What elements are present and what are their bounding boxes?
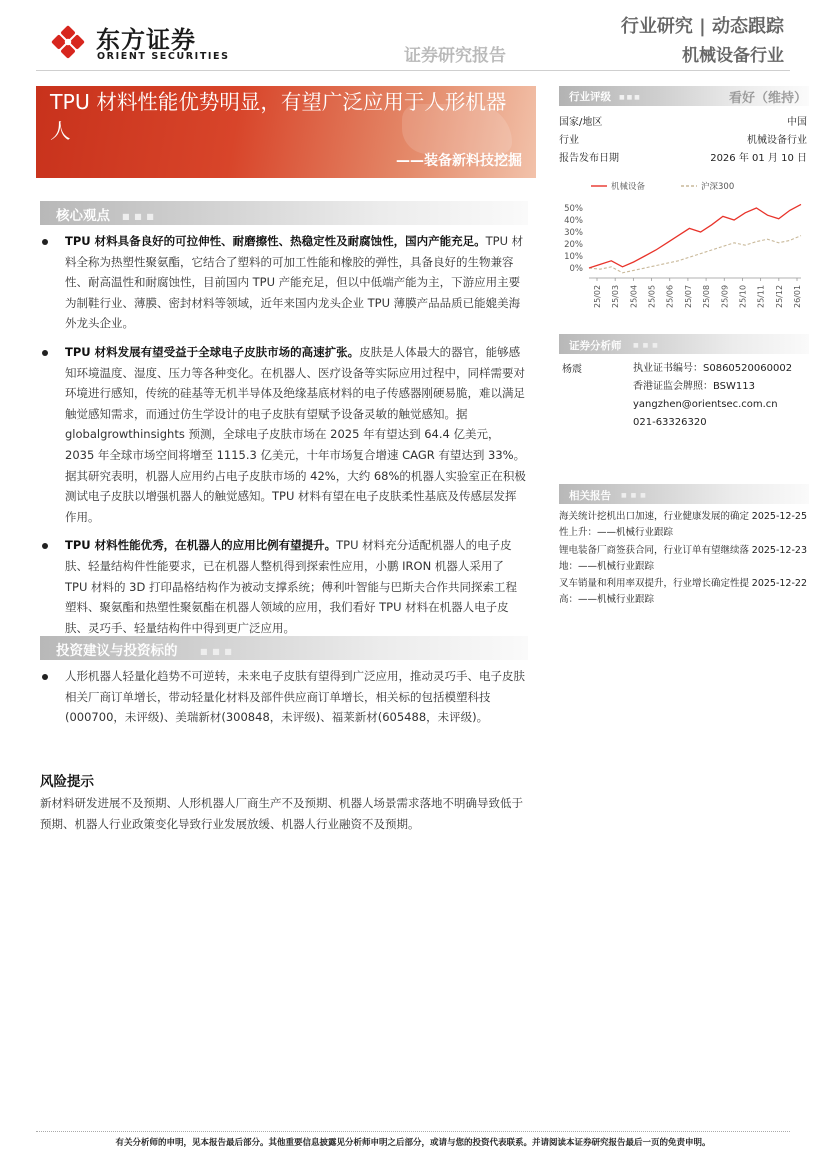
analyst-header bbox=[559, 334, 809, 354]
x-tick-label: 26/01 bbox=[793, 284, 802, 308]
related-report-item[interactable] bbox=[559, 509, 809, 540]
investment-list bbox=[40, 666, 528, 736]
bullet-lead: TPU 材料具备良好的可拉伸性、耐磨擦性、热稳定性及耐腐蚀性，国内产能充足。 bbox=[65, 234, 486, 248]
analyst-title: 证券分析师 bbox=[569, 340, 622, 352]
bullet-text: TPU 材料充分适配机器人的电子皮肤、轻量结构件性能要求，已在机器人整机得到探索性应用，小鹏 IRON 机器人采用了 TPU 材料的 3D 打印晶格结构作为被动支撑系统；傅利叶智能与巴斯夫合作共同探索工程塑料、聚氨酯和热塑性聚氨酯在机器人领域的应用，我们看好 TPU 材料在机器人电子皮肤、灵巧手、轻量结构件中得到更广泛应用。 bbox=[65, 538, 518, 635]
x-tick-label: 25/11 bbox=[756, 284, 766, 308]
info-value: 2026 年 01 月 10 日 bbox=[710, 153, 807, 164]
related-report-date: 2025-12-25 bbox=[751, 511, 807, 522]
related-report-title[interactable]: 锂电装备厂商签获合同，行业订单有望继续落地：——机械行业跟踪 bbox=[559, 545, 750, 572]
orient-logo-icon bbox=[48, 22, 88, 62]
header-dots-icon: ■ ■ ■ bbox=[200, 647, 233, 656]
info-key: 国家/地区 bbox=[559, 117, 603, 128]
report-industry: 机械设备行业 bbox=[682, 46, 784, 66]
logo-chinese-name: 东方证券 bbox=[96, 26, 196, 54]
y-tick-label: 0% bbox=[569, 264, 583, 274]
report-category: 行业研究 | 动态跟踪 bbox=[620, 16, 784, 37]
analyst-cert: 执业证书编号：S0860520060002 bbox=[633, 363, 793, 374]
bullet-lead: TPU 材料发展有望受益于全球电子皮肤市场的高速扩张。 bbox=[65, 344, 360, 359]
core-views-list bbox=[40, 231, 528, 646]
title-banner bbox=[36, 86, 536, 178]
y-tick-label: 40% bbox=[564, 216, 583, 226]
industry-rating-bar bbox=[559, 86, 809, 106]
analyst-name: 杨震 bbox=[562, 364, 582, 375]
related-report-item[interactable] bbox=[559, 543, 809, 574]
report-type-label: 证券研究报告 bbox=[404, 46, 506, 66]
info-value: 机械设备行业 bbox=[747, 135, 807, 146]
bullet-item bbox=[40, 342, 528, 527]
rating-label: 行业评级 bbox=[569, 91, 611, 103]
footer-divider bbox=[36, 1131, 790, 1132]
info-value: 中国 bbox=[787, 117, 807, 128]
bullet-lead: TPU 材料性能优秀，在机器人的应用比例有望提升。 bbox=[65, 538, 337, 553]
x-tick-label: 25/08 bbox=[702, 284, 712, 308]
core-views-title: 核心观点 bbox=[56, 208, 110, 224]
analyst-email[interactable]: yangzhen@orientsec.com.cn bbox=[633, 399, 778, 410]
report-subtitle: ——装备新料技挖掘 bbox=[396, 153, 522, 169]
performance-chart bbox=[559, 174, 809, 329]
series-line bbox=[589, 236, 801, 273]
header-dots-icon: ■ ■ ■ bbox=[633, 342, 659, 349]
x-tick-label: 25/05 bbox=[647, 284, 657, 308]
x-tick-label: 25/02 bbox=[593, 284, 602, 308]
rating-value: 看好（维持） bbox=[728, 91, 807, 106]
bullet-dot-icon bbox=[42, 239, 48, 245]
bullet-item bbox=[40, 666, 528, 728]
related-reports-title: 相关报告 bbox=[569, 490, 611, 502]
bullet-dot-icon bbox=[42, 350, 48, 356]
related-report-date: 2025-12-23 bbox=[751, 545, 807, 556]
bullet-dot-icon bbox=[42, 543, 48, 549]
header-divider bbox=[36, 70, 790, 71]
legend-label: 沪深300 bbox=[701, 182, 735, 192]
bullet-text: TPU 材料全称为热塑性聚氨酯，它结合了塑料的可加工性能和橡胶的弹性，具备良好的生物兼容性、耐高温性和耐腐蚀性，目前国内 TPU 产能充足，但以中低端产能为主，下游应用主要为制鞋行业、薄膜、密封材料等领域，近年来国内龙头企业 TPU 薄膜产品品质已能媲美海外龙头企业。 bbox=[65, 234, 524, 331]
x-tick-label: 25/03 bbox=[611, 284, 621, 308]
risk-text: 新材料研发进展不及预期、人形机器人厂商生产不及预期、机器人场景需求落地不明确导致低于预期、机器人行业政策变化导致行业发展放缓、机器人行业融资不及预期。 bbox=[40, 796, 523, 831]
analyst-phone: 021-63326320 bbox=[633, 417, 707, 428]
logo-english-name: ORIENT SECURITIES bbox=[97, 51, 230, 62]
risk-title: 风险提示 bbox=[40, 774, 94, 790]
bullet-dot-icon bbox=[42, 674, 48, 680]
bullet-text: 皮肤是人体最大的器官，能够感知环境温度、湿度、压力等各种变化。在机器人、医疗设备等实际应用过程中，同样需要对环境进行感知，传统的硅基等无机半导体及绝缘基底材料的电子传感器刚硬易脆，难以满足触觉感知需求，而通过仿生学设计的电子皮肤有望赋予设备灵敏的触觉感知。据 globalgrowthinsights 预测，全球电子皮肤市场在 2025 年有望达到 64.4 亿美元，2035 年全球市场空间将增至 1115.3 亿美元，十年市场复合增速 CAGR 有望达到 33%。据其研究表明，机器人应用约占电子皮肤市场的 42%，大约 68%的机器人实验室正在积极测试电子皮肤以增强机器人的触觉感知。TPU 材料有望在电子皮肤柔性基底及传感层发挥作用。 bbox=[65, 344, 526, 524]
analyst-info bbox=[633, 360, 792, 432]
info-key: 行业 bbox=[559, 135, 579, 146]
related-report-title[interactable]: 海关统计挖机出口加速，行业健康发展的确定性上升：——机械行业跟踪 bbox=[559, 511, 750, 538]
y-tick-label: 20% bbox=[564, 240, 583, 250]
header-dots-icon: ■ ■ ■ bbox=[621, 492, 647, 499]
related-report-date: 2025-12-22 bbox=[751, 578, 807, 589]
x-tick-label: 25/07 bbox=[683, 284, 693, 308]
x-tick-label: 25/10 bbox=[738, 284, 748, 308]
related-report-item[interactable] bbox=[559, 576, 809, 607]
x-tick-label: 25/06 bbox=[665, 284, 675, 308]
investment-header bbox=[40, 636, 528, 660]
footer-disclaimer: 有关分析师的申明，见本报告最后部分。其他重要信息披露见分析师申明之后部分，或请与您的投资代表联系。并请阅读本证券研究报告最后一页的免责申明。 bbox=[115, 1138, 711, 1148]
related-reports-header bbox=[559, 484, 809, 504]
bullet-item bbox=[40, 535, 528, 638]
y-tick-label: 10% bbox=[564, 252, 583, 262]
header-dots-icon: ■ ■ ■ bbox=[619, 94, 640, 101]
bullet-item bbox=[40, 231, 528, 334]
analyst-hk-license: 香港证监会牌照：BSW113 bbox=[633, 381, 756, 392]
report-title: TPU 材料性能优势明显，有望广泛应用于人形机器人 bbox=[50, 90, 507, 143]
core-views-header bbox=[40, 201, 528, 225]
series-line bbox=[589, 204, 801, 268]
x-tick-label: 25/12 bbox=[774, 284, 784, 308]
bullet-text: 人形机器人轻量化趋势不可逆转，未来电子皮肤有望得到广泛应用，推动灵巧手、电子皮肤相关厂商订单增长，带动轻量化材料及部件供应商订单增长，相关标的包括模塑科技(000700，未评级)、美瑞新材(300848，未评级)、福莱新材(605488，未评级)。 bbox=[65, 669, 525, 725]
info-key: 报告发布日期 bbox=[559, 153, 619, 164]
investment-title: 投资建议与投资标的 bbox=[56, 643, 178, 659]
y-tick-label: 50% bbox=[564, 204, 583, 214]
y-tick-label: 30% bbox=[564, 228, 583, 238]
company-logo bbox=[48, 20, 228, 64]
x-tick-label: 25/04 bbox=[629, 284, 639, 308]
x-tick-label: 25/09 bbox=[720, 284, 730, 308]
related-report-title[interactable]: 叉车销量和利用率双提升，行业增长确定性提高：——机械行业跟踪 bbox=[559, 578, 750, 605]
header-dots-icon: ■ ■ ■ bbox=[122, 212, 155, 221]
legend-label: 机械设备 bbox=[611, 182, 646, 192]
